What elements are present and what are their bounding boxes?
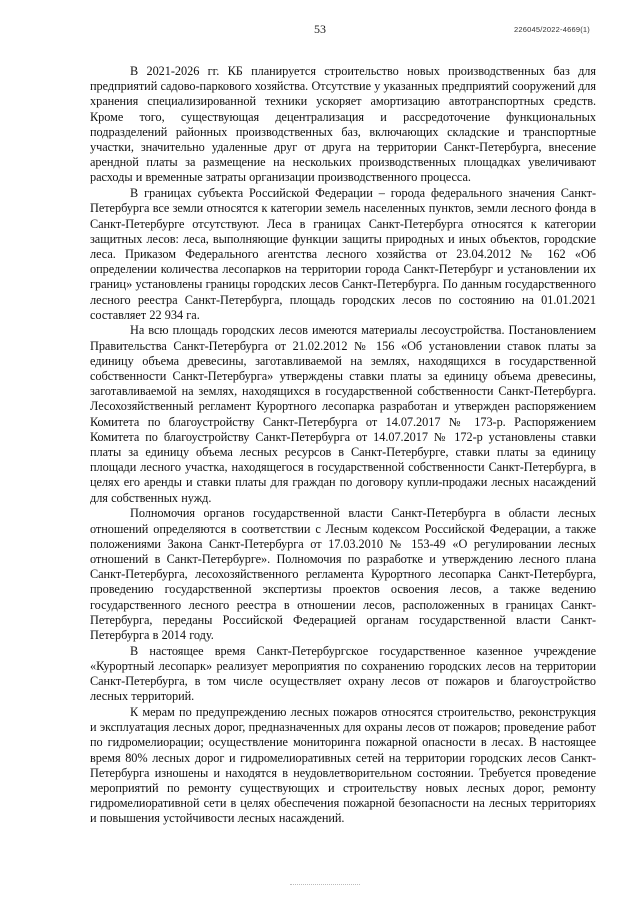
paragraph-city-forests: В границах субъекта Российской Федерации – города федерального значения Санкт-Петербурга все земли относятся к категории земель населенных пунктов, земли лесного фонда в Санкт-Петербурге отсутствуют. Леса в границах Санкт-Петербурга относятся к категории защитных лесов: леса, выполняющие функции защиты природных и иных объектов, городские леса. Приказом Федерального агентства лесного хозяйства от 23.04.2012 № 162 «Об определении количества лесопарков на территории города Санкт-Петербург и установлении их границ» установлены границы городских лесов Санкт-Петербурга. По данным государственного лесного реестра Санкт-Петербурга, площадь городских лесов по состоянию на 01.01.2021 составляет 22 934 га.	[90, 186, 596, 322]
footer-divider	[290, 884, 360, 886]
paragraph-kurortny-lesopark: В настоящее время Санкт-Петербургское государственное казенное учреждение «Курортный лесопарк» реализует мероприятия по сохранению городских лесов на территории Санкт-Петербурга, в том числе осуществляет охрану лесов от пожаров и благоустройство лесных территорий.	[90, 643, 596, 704]
document-body	[90, 64, 596, 827]
paragraph-production-bases: В 2021-2026 гг. КБ планируется строительство новых производственных баз для предприятий садово-паркового хозяйства. Отсутствие у указанных предприятий сооружений для хранения специализированной техники ускоряет амортизацию автотранспортных средств. Кроме того, существующая децентрализация и рассредоточение функциональных подразделений районных производственных баз, включающих складские и транспортные участки, значительно удаленные друг от друга на территории Санкт-Петербурга, внесение арендной платы за размещение на нескольких производственных площадках увеличивают расходы и временные затраты организации производственного процесса.	[90, 64, 596, 185]
document-code: 226045/2022-4669(1)	[514, 25, 590, 34]
paragraph-authority-powers: Полномочия органов государственной власти Санкт-Петербурга в области лесных отношений определяются в соответствии с Лесным кодексом Российской Федерации, а также положениями Закона Санкт-Петербурга от 17.03.2010 № 153-49 «О регулировании лесных отношений в Санкт-Петербурге». Полномочия по разработке и утверждению лесного плана Санкт-Петербурга, лесохозяйственного регламента Курортного лесопарка Санкт-Петербурга, проведению государственной экспертизы проектов освоения лесов, а также ведению государственного лесного реестра в отношении лесов, расположенных в границах Санкт-Петербурга, переданы Российской Федерацией органам государственной власти Санкт-Петербурга в 2014 году.	[90, 506, 596, 643]
paragraph-fire-prevention: К мерам по предупреждению лесных пожаров относятся строительство, реконструкция и эксплуатация лесных дорог, предназначенных для охраны лесов от пожаров; проведение работ по гидромелиорации; осуществление мониторинга пожарной опасности в лесах. В настоящее время 80% лесных дорог и гидромелиоративных сетей на территории городских лесов Санкт-Петербурга изношены и находятся в неудовлетворительном состоянии. Требуется проведение мероприятий по ремонту существующих и строительству новых лесных дорог, ремонту гидромелиоративной сети в целях обеспечения пожарной безопасности на лесных территориях и повышения устойчивости лесных насаждений.	[90, 705, 596, 826]
page-number: 53	[314, 22, 326, 36]
paragraph-forest-inventory: На всю площадь городских лесов имеются материалы лесоустройства. Постановлением Правительства Санкт-Петербурга от 21.02.2012 № 156 «Об установлении ставок платы за единицу объема древесины, заготавливаемой на землях, находящихся в государственной собственности Санкт-Петербурга» утверждены ставки платы за единицу объема древесины, заготавливаемой на землях, находящихся в государственной собственности Санкт-Петербурга. Лесохозяйственный регламент Курортного лесопарка разработан и утвержден распоряжением Комитета по благоустройству Санкт-Петербурга от 14.07.2017 № 173-р. Распоряжением Комитета по благоустройству Санкт-Петербурга от 14.07.2017 № 172-р установлены ставки платы за единицу объема лесных ресурсов в Санкт-Петербурге, ставки платы за единицу площади лесного участка, находящегося в государственной собственности Санкт-Петербурга, в целях его аренды и ставки платы для граждан по договору купли-продажи лесных насаждений для собственных нужд.	[90, 323, 596, 505]
